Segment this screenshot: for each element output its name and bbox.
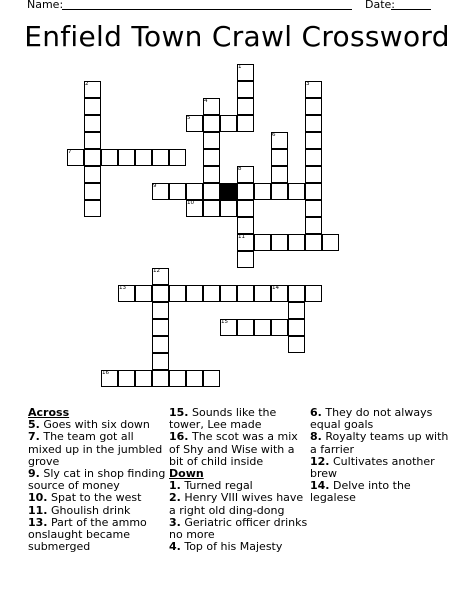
page-title: Enfield Town Crawl Crossword [24, 20, 450, 53]
grid-cell[interactable] [84, 183, 101, 200]
grid-cell[interactable] [169, 149, 186, 166]
grid-cell[interactable] [237, 319, 254, 336]
grid-cell[interactable] [254, 183, 271, 200]
grid-cell[interactable] [237, 285, 254, 302]
date-label: Date: [365, 0, 395, 11]
grid-cell[interactable] [271, 319, 288, 336]
grid-cell[interactable] [237, 98, 254, 115]
grid-cell[interactable] [152, 353, 169, 370]
grid-cell[interactable] [84, 149, 101, 166]
grid-cell[interactable] [220, 115, 237, 132]
grid-cell[interactable] [84, 98, 101, 115]
clue-number: 16. [169, 430, 189, 444]
grid-cell[interactable] [135, 370, 152, 387]
clue-text: They do not always equal goals [310, 406, 433, 432]
grid-cell[interactable] [186, 370, 203, 387]
grid-cell[interactable] [237, 200, 254, 217]
clue-item [169, 541, 309, 553]
grid-cell[interactable] [203, 370, 220, 387]
clue-item [169, 407, 309, 431]
clue-text: Sly cat in shop finding source of money [28, 467, 166, 493]
clue-item [310, 431, 450, 455]
clue-number-label: 14 [272, 285, 279, 291]
clue-text: Goes with six down [43, 418, 150, 432]
down-heading: Down [169, 467, 204, 481]
clue-text: Top of his Majesty [184, 540, 283, 554]
clue-number-label: 10 [187, 200, 194, 206]
clue-number: 15. [169, 406, 189, 419]
clue-column-2 [169, 407, 309, 553]
clue-number-label: 9 [153, 183, 157, 189]
clue-number: 4. [169, 540, 181, 554]
grid-cell[interactable] [254, 319, 271, 336]
clue-number-label: 6 [272, 132, 276, 138]
grid-cell[interactable] [288, 285, 305, 302]
clue-number: 2. [169, 491, 181, 505]
clue-number: 5. [28, 418, 40, 432]
grid-cell[interactable] [152, 302, 169, 319]
clue-text: Turned regal [184, 479, 253, 493]
clue-number: 9. [28, 467, 40, 481]
clue-number-label: 15 [221, 319, 228, 325]
grid-cell[interactable] [305, 234, 322, 251]
clue-number-label: 1 [238, 64, 242, 70]
clue-text: Cultivates another brew [310, 454, 435, 481]
grid-cell[interactable] [271, 149, 288, 166]
grid-cell[interactable] [254, 285, 271, 302]
grid-cell[interactable] [237, 251, 254, 268]
grid-cell[interactable] [288, 183, 305, 200]
clue-number: 6. [310, 406, 322, 419]
name-label: Name: [27, 0, 64, 11]
grid-cell[interactable] [305, 200, 322, 217]
grid-cell[interactable] [220, 200, 237, 217]
grid-cell[interactable] [152, 285, 169, 302]
down-clue-list [169, 480, 309, 553]
clue-text: Royalty teams up with a farrier [310, 430, 449, 456]
clue-item [169, 492, 309, 516]
clue-number: 13. [28, 515, 48, 529]
clue-item [28, 468, 168, 492]
grid-cell[interactable] [305, 285, 322, 302]
clue-number-label: 11 [238, 234, 245, 240]
clue-text: Sounds like the tower, Lee made [169, 406, 277, 432]
grid-cell[interactable] [254, 234, 271, 251]
clue-text: The team got all mixed up in the jumbled grove [28, 430, 163, 468]
grid-cell[interactable] [101, 149, 118, 166]
grid-cell[interactable] [169, 285, 186, 302]
across-clue-list-continued [169, 407, 309, 468]
across-clue-list [28, 419, 168, 553]
clue-number: 3. [169, 515, 181, 529]
grid-cell[interactable] [220, 285, 237, 302]
grid-cell[interactable] [305, 115, 322, 132]
grid-cell[interactable] [118, 370, 135, 387]
grid-cell[interactable] [237, 217, 254, 234]
grid-cell[interactable] [152, 319, 169, 336]
grid-cell[interactable] [135, 285, 152, 302]
clue-number-label: 7 [68, 149, 72, 155]
clue-item [310, 407, 450, 431]
clue-item [310, 456, 450, 480]
grid-cell[interactable] [305, 149, 322, 166]
clue-item [169, 431, 309, 468]
grid-cell[interactable] [305, 98, 322, 115]
grid-cell[interactable] [237, 183, 254, 200]
grid-cell[interactable] [152, 336, 169, 353]
grid-cell[interactable] [203, 183, 220, 200]
clue-number-label: 16 [102, 370, 109, 376]
clue-number-label: 8 [238, 166, 242, 172]
grid-cell[interactable] [152, 370, 169, 387]
clue-number-label: 4 [204, 98, 208, 104]
grid-cell[interactable] [305, 166, 322, 183]
clue-text: Delve into the legalese [310, 479, 411, 505]
grid-cell[interactable] [237, 81, 254, 98]
grid-cell[interactable] [305, 217, 322, 234]
grid-cell[interactable] [203, 200, 220, 217]
clue-text: Part of the ammo onslaught became submerged [28, 515, 147, 554]
clue-text: Henry VIII wives have a right old ding-dong [169, 491, 304, 517]
clue-text: Ghoulish drink [51, 503, 131, 517]
clue-number: 8. [310, 430, 322, 444]
clue-text: The scot was a mix of Shy and Wise with a bit of child inside [169, 430, 298, 468]
grid-cell[interactable] [203, 285, 220, 302]
grid-cell[interactable] [169, 183, 186, 200]
grid-cell[interactable] [288, 234, 305, 251]
grid-cell[interactable] [271, 166, 288, 183]
grid-cell[interactable] [237, 115, 254, 132]
down-clue-list-continued [310, 407, 450, 505]
clue-number-label: 12 [153, 268, 160, 274]
clue-text: Spat to the west [51, 491, 142, 505]
grid-cell[interactable] [203, 149, 220, 166]
clue-number-label: 13 [119, 285, 126, 291]
grid-cell[interactable] [271, 183, 288, 200]
grid-cell[interactable] [135, 149, 152, 166]
clue-column-3 [310, 407, 450, 505]
clue-item [310, 480, 450, 504]
clue-number: 7. [28, 430, 40, 444]
black-square [220, 183, 237, 200]
grid-cell[interactable] [271, 234, 288, 251]
grid-cell[interactable] [288, 319, 305, 336]
grid-cell[interactable] [169, 370, 186, 387]
grid-cell[interactable] [322, 234, 339, 251]
clue-number-label: 2 [85, 81, 89, 87]
grid-cell[interactable] [186, 183, 203, 200]
clue-text: Geriatric officer drinks no more [169, 515, 308, 542]
clue-number: 10. [28, 491, 48, 505]
clue-number: 14. [310, 479, 330, 493]
grid-cell[interactable] [84, 115, 101, 132]
clue-item [28, 431, 168, 468]
grid-cell[interactable] [203, 132, 220, 149]
across-heading: Across [28, 406, 70, 419]
clue-number-label: 5 [187, 115, 191, 121]
grid-cell[interactable] [305, 183, 322, 200]
clue-number: 11. [28, 503, 48, 517]
grid-cell[interactable] [84, 132, 101, 149]
clue-number: 1. [169, 479, 181, 493]
grid-cell[interactable] [186, 285, 203, 302]
grid-cell[interactable] [84, 166, 101, 183]
grid-cell[interactable] [118, 149, 135, 166]
clue-number: 12. [310, 454, 330, 468]
grid-cell[interactable] [288, 336, 305, 353]
grid-cell[interactable] [288, 302, 305, 319]
clue-number-label: 3 [306, 81, 310, 87]
grid-cell[interactable] [152, 149, 169, 166]
clue-item [28, 517, 168, 554]
grid-cell[interactable] [203, 115, 220, 132]
clue-item [169, 517, 309, 541]
grid-cell[interactable] [203, 166, 220, 183]
clue-column-1 [28, 407, 168, 553]
grid-cell[interactable] [84, 200, 101, 217]
grid-cell[interactable] [305, 132, 322, 149]
